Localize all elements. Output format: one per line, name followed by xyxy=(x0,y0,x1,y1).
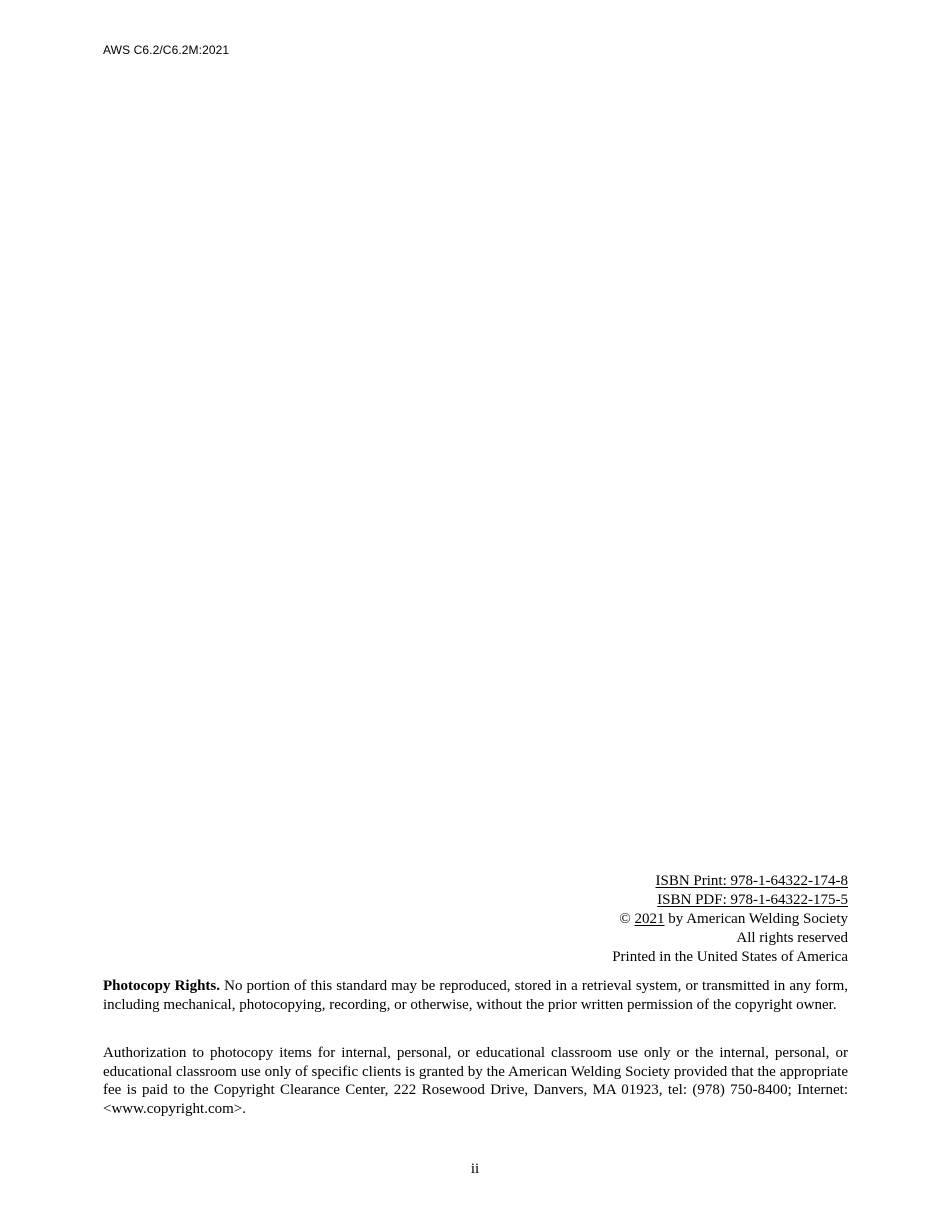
photocopy-rights-paragraph xyxy=(103,977,848,1014)
photocopy-rights-heading: Photocopy Rights. xyxy=(103,978,221,994)
copyright-holder: by American Welding Society xyxy=(668,911,848,927)
authorization-paragraph xyxy=(103,1044,848,1119)
isbn-pdf: ISBN PDF: 978-1-64322-175-5 xyxy=(657,892,848,908)
rights-statement: All rights reserved xyxy=(736,930,848,946)
photocopy-rights-text: No portion of this standard may be reproduced, stored in a retrieval system, or transmitted in any form, including mechanical, photocopying, recording, or otherwise, without the prior written permission of the copyright owner. xyxy=(103,978,848,1013)
document-id: AWS C6.2/C6.2M:2021 xyxy=(103,43,230,57)
document-header xyxy=(103,43,229,57)
copyright-symbol: © xyxy=(619,911,631,927)
imprint-block xyxy=(612,872,848,967)
copyright-line xyxy=(612,910,848,929)
copyright-year: 2021 xyxy=(634,911,665,927)
isbn-print-line xyxy=(612,872,848,891)
authorization-text: Authorization to photocopy items for internal, personal, or educational classroom use only or the internal, personal, or educational classroom use only of specific clients is granted by the American Welding Society provided that the appropriate fee is paid to the Copyright Clearance Center, 222 Rosewood Drive, Danvers, MA 01923, tel: (978) 750-8400; Internet: <www.copyright.com>. xyxy=(103,1045,848,1118)
printed-statement: Printed in the United States of America xyxy=(612,949,848,965)
isbn-pdf-line xyxy=(612,891,848,910)
isbn-print: ISBN Print: 978-1-64322-174-8 xyxy=(655,873,848,889)
page-number: ii xyxy=(470,1161,480,1177)
